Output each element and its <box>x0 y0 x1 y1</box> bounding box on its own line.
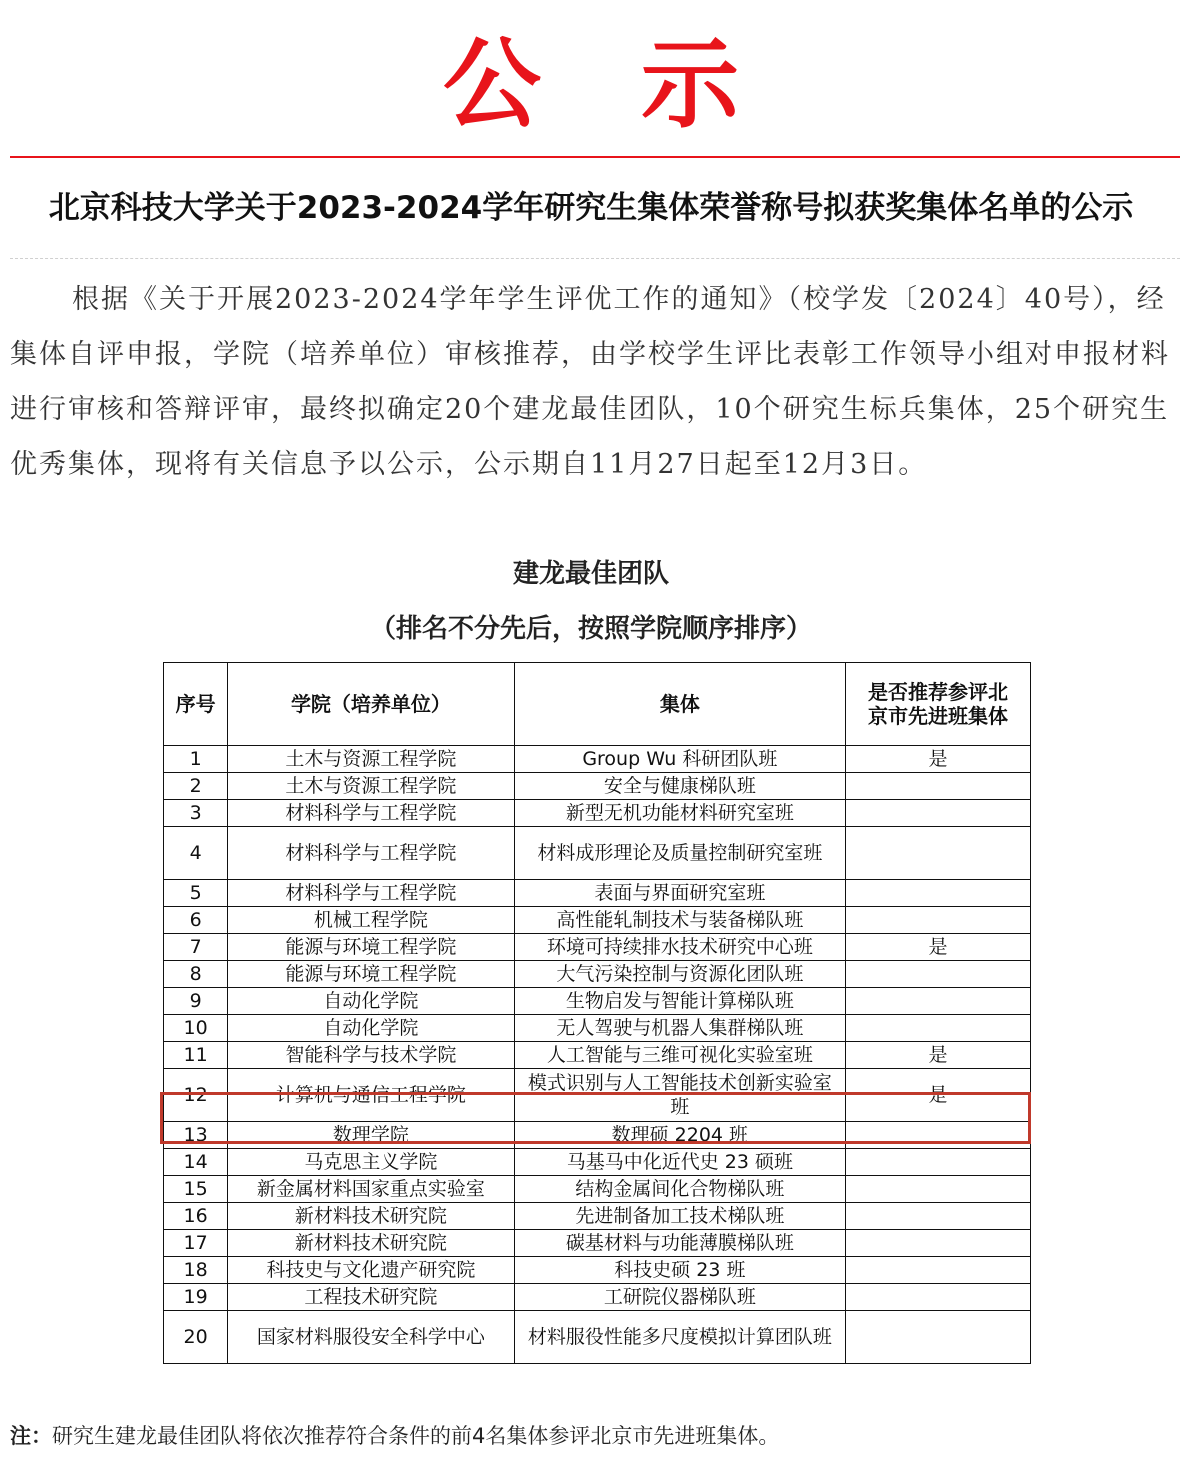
table-row <box>164 827 1031 880</box>
table-row <box>164 800 1031 827</box>
cell-group: 生物启发与智能计算梯队班 <box>514 988 846 1015</box>
table-row <box>164 1203 1031 1230</box>
cell-college: 材料科学与工程学院 <box>228 827 514 880</box>
cell-no: 17 <box>164 1230 228 1257</box>
table-row <box>164 1257 1031 1284</box>
table-row <box>164 1069 1031 1122</box>
cell-group: 高性能轧制技术与装备梯队班 <box>514 907 846 934</box>
cell-college: 马克思主义学院 <box>228 1149 514 1176</box>
cell-no: 13 <box>164 1122 228 1149</box>
cell-recommend <box>846 1311 1031 1364</box>
cell-no: 19 <box>164 1284 228 1311</box>
cell-college: 数理学院 <box>228 1122 514 1149</box>
cell-college: 土木与资源工程学院 <box>228 773 514 800</box>
banner-heading: 公示 <box>442 28 839 142</box>
table-row <box>164 880 1031 907</box>
cell-recommend: 是 <box>846 1042 1031 1069</box>
cell-group: 马基马中化近代史 23 硕班 <box>514 1149 846 1176</box>
cell-no: 2 <box>164 773 228 800</box>
cell-college: 科技史与文化遗产研究院 <box>228 1257 514 1284</box>
table-header-row <box>164 663 1031 746</box>
cell-group: 材料成形理论及质量控制研究室班 <box>514 827 846 880</box>
dashed-divider <box>10 258 1180 259</box>
cell-no: 9 <box>164 988 228 1015</box>
cell-recommend <box>846 827 1031 880</box>
cell-group: 结构金属间化合物梯队班 <box>514 1176 846 1203</box>
cell-no: 20 <box>164 1311 228 1364</box>
cell-group: Group Wu 科研团队班 <box>514 746 846 773</box>
cell-college: 工程技术研究院 <box>228 1284 514 1311</box>
cell-college: 新金属材料国家重点实验室 <box>228 1176 514 1203</box>
cell-recommend <box>846 773 1031 800</box>
cell-group: 碳基材料与功能薄膜梯队班 <box>514 1230 846 1257</box>
cell-group: 科技史硕 23 班 <box>514 1257 846 1284</box>
table-row <box>164 773 1031 800</box>
cell-group: 无人驾驶与机器人集群梯队班 <box>514 1015 846 1042</box>
notice-paragraph: 根据《关于开展2023-2024学年学生评优工作的通知》（校学发〔2024〕40号），经集体自评申报，学院（培养单位）审核推荐，由学校学生评比表彰工作领导小组对申报材料进行审核和答辩评审，最终拟确定20个建龙最佳团队，10个研究生标兵集体，25个研究生优秀集体，现将有关信息予以公示，公示期自11月27日起至12月3日。 <box>10 284 1170 480</box>
cell-recommend: 是 <box>846 746 1031 773</box>
cell-recommend <box>846 1230 1031 1257</box>
cell-group: 大气污染控制与资源化团队班 <box>514 961 846 988</box>
table-row <box>164 1284 1031 1311</box>
footnote <box>10 1420 1170 1452</box>
cell-no: 18 <box>164 1257 228 1284</box>
section-title: 建龙最佳团队 <box>512 559 669 589</box>
cell-no: 6 <box>164 907 228 934</box>
cell-college: 能源与环境工程学院 <box>228 934 514 961</box>
cell-recommend <box>846 1122 1031 1149</box>
cell-college: 智能科学与技术学院 <box>228 1042 514 1069</box>
table-row <box>164 1122 1031 1149</box>
header-college: 学院（培养单位） <box>228 663 514 746</box>
cell-group: 表面与界面研究室班 <box>514 880 846 907</box>
cell-no: 16 <box>164 1203 228 1230</box>
footnote-text: 研究生建龙最佳团队将依次推荐符合条件的前4名集体参评北京市先进班集体。 <box>52 1424 780 1448</box>
cell-college: 能源与环境工程学院 <box>228 961 514 988</box>
cell-no: 8 <box>164 961 228 988</box>
red-divider <box>10 156 1180 158</box>
cell-college: 材料科学与工程学院 <box>228 800 514 827</box>
table-row <box>164 1042 1031 1069</box>
cell-group: 人工智能与三维可视化实验室班 <box>514 1042 846 1069</box>
cell-group: 环境可持续排水技术研究中心班 <box>514 934 846 961</box>
cell-recommend <box>846 800 1031 827</box>
cell-no: 3 <box>164 800 228 827</box>
table-row <box>164 1176 1031 1203</box>
cell-college: 计算机与通信工程学院 <box>228 1069 514 1122</box>
section-subtitle: （排名不分先后，按照学院顺序排序） <box>369 614 812 644</box>
cell-college: 新材料技术研究院 <box>228 1230 514 1257</box>
cell-recommend: 是 <box>846 934 1031 961</box>
cell-college: 国家材料服役安全科学中心 <box>228 1311 514 1364</box>
table-row <box>164 988 1031 1015</box>
cell-no: 10 <box>164 1015 228 1042</box>
cell-group: 工研院仪器梯队班 <box>514 1284 846 1311</box>
cell-group: 先进制备加工技术梯队班 <box>514 1203 846 1230</box>
cell-recommend <box>846 961 1031 988</box>
cell-recommend <box>846 1015 1031 1042</box>
cell-recommend <box>846 907 1031 934</box>
cell-group: 材料服役性能多尺度模拟计算团队班 <box>514 1311 846 1364</box>
table-row <box>164 1230 1031 1257</box>
table-row <box>164 1149 1031 1176</box>
header-group: 集体 <box>514 663 846 746</box>
cell-no: 5 <box>164 880 228 907</box>
cell-recommend: 是 <box>846 1069 1031 1122</box>
cell-recommend <box>846 880 1031 907</box>
cell-group: 安全与健康梯队班 <box>514 773 846 800</box>
cell-college: 材料科学与工程学院 <box>228 880 514 907</box>
cell-no: 12 <box>164 1069 228 1122</box>
cell-recommend <box>846 988 1031 1015</box>
table-row <box>164 907 1031 934</box>
table-row <box>164 1015 1031 1042</box>
cell-no: 15 <box>164 1176 228 1203</box>
cell-college: 机械工程学院 <box>228 907 514 934</box>
cell-no: 1 <box>164 746 228 773</box>
table-row <box>164 1311 1031 1364</box>
footnote-label: 注： <box>10 1424 52 1448</box>
cell-recommend <box>846 1176 1031 1203</box>
table-body <box>164 746 1031 1364</box>
cell-college: 自动化学院 <box>228 988 514 1015</box>
table-row <box>164 961 1031 988</box>
cell-college: 土木与资源工程学院 <box>228 746 514 773</box>
cell-college: 新材料技术研究院 <box>228 1203 514 1230</box>
cell-group: 模式识别与人工智能技术创新实验室班 <box>514 1069 846 1122</box>
cell-recommend <box>846 1284 1031 1311</box>
cell-group: 数理硕 2204 班 <box>514 1122 846 1149</box>
cell-no: 14 <box>164 1149 228 1176</box>
cell-group: 新型无机功能材料研究室班 <box>514 800 846 827</box>
cell-recommend <box>846 1149 1031 1176</box>
document-title: 北京科技大学关于2023-2024学年研究生集体荣誉称号拟获奖集体名单的公示 <box>48 190 1134 226</box>
cell-no: 11 <box>164 1042 228 1069</box>
cell-no: 4 <box>164 827 228 880</box>
team-table <box>163 662 1031 1364</box>
cell-recommend <box>846 1257 1031 1284</box>
cell-recommend <box>846 1203 1031 1230</box>
cell-no: 7 <box>164 934 228 961</box>
table-row <box>164 746 1031 773</box>
table-row <box>164 934 1031 961</box>
cell-college: 自动化学院 <box>228 1015 514 1042</box>
header-no: 序号 <box>164 663 228 746</box>
header-recommend: 是否推荐参评北京市先进班集体 <box>846 663 1031 746</box>
